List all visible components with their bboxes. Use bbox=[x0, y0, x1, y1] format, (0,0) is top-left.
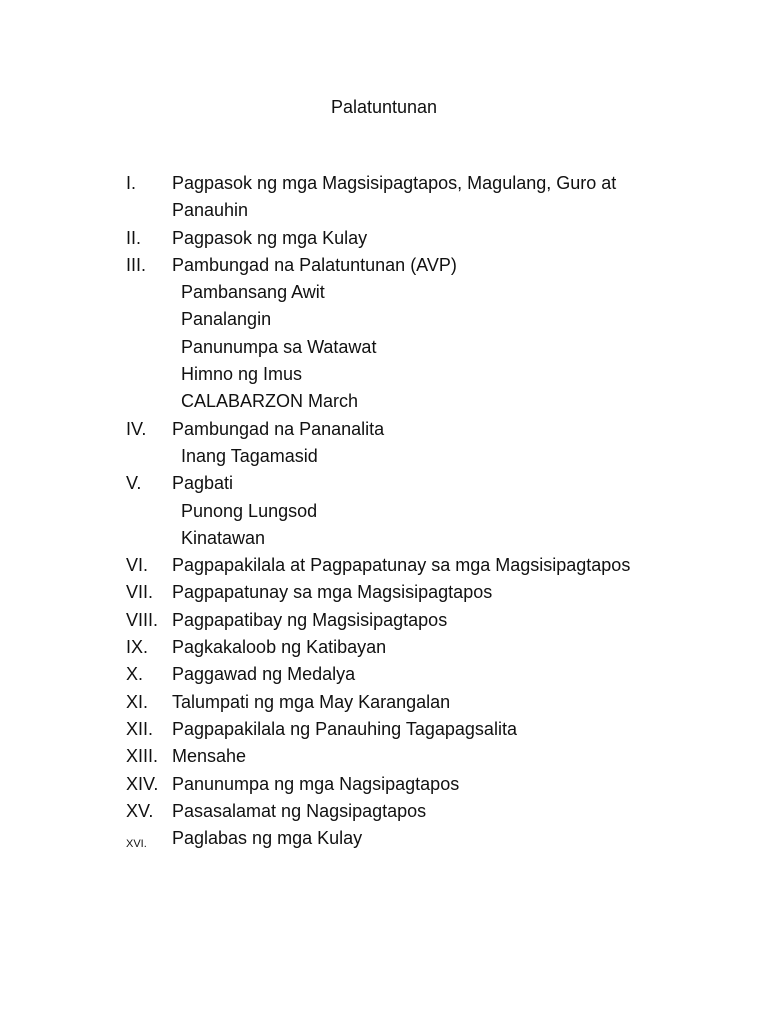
list-item bbox=[0, 417, 768, 444]
item-number: XV. bbox=[126, 800, 154, 821]
list-item bbox=[0, 635, 768, 662]
list-item bbox=[0, 608, 768, 635]
list-item bbox=[0, 226, 768, 253]
list-item bbox=[0, 580, 768, 607]
item-text: Panunumpa ng mga Nagsipagtapos bbox=[172, 773, 460, 794]
item-text: Pagpapakilala ng Panauhing Tagapagsalita bbox=[172, 718, 517, 739]
item-text: Pagbati bbox=[172, 473, 234, 494]
subitem-text: Panalangin bbox=[181, 309, 272, 330]
item-text: Pagkakaloob ng Katibayan bbox=[172, 637, 387, 658]
list-subitem bbox=[0, 335, 768, 362]
list-item bbox=[0, 690, 768, 717]
list-item bbox=[0, 662, 768, 689]
subitem-text: CALABARZON March bbox=[181, 391, 359, 412]
subitem-text: Himno ng Imus bbox=[181, 364, 303, 385]
item-text: Pagpapatibay ng Magsisipagtapos bbox=[172, 609, 448, 630]
item-number: XI. bbox=[126, 691, 149, 712]
list-subitem bbox=[0, 526, 768, 553]
subitem-text: Inang Tagamasid bbox=[181, 445, 318, 466]
list-item bbox=[0, 744, 768, 771]
item-number: I. bbox=[126, 173, 137, 193]
list-item bbox=[0, 253, 768, 280]
item-number: XVI. bbox=[126, 838, 147, 851]
subitem-text: Panunumpa sa Watawat bbox=[181, 336, 377, 357]
list-subitem bbox=[0, 362, 768, 389]
list-subitem bbox=[0, 307, 768, 334]
list-subitem bbox=[0, 499, 768, 526]
item-number: X. bbox=[126, 664, 144, 685]
page-title: Palatuntunan bbox=[330, 97, 438, 117]
item-number: XIII. bbox=[126, 746, 159, 767]
item-text: Pagpapatunay sa mga Magsisipagtapos bbox=[172, 582, 493, 603]
program-list bbox=[0, 171, 768, 853]
item-number: XIV. bbox=[126, 773, 159, 794]
subitem-text: Kinatawan bbox=[181, 527, 266, 548]
list-subitem bbox=[0, 280, 768, 307]
item-text: Pagpasok ng mga Kulay bbox=[172, 227, 368, 248]
item-number: XII. bbox=[126, 718, 154, 739]
item-text: Mensahe bbox=[172, 746, 247, 767]
list-item bbox=[0, 553, 768, 580]
item-number: III. bbox=[126, 254, 147, 275]
item-text: Pagpasok ng mga Magsisipagtapos, Magulang, Guro at bbox=[172, 173, 617, 193]
list-item bbox=[0, 799, 768, 826]
subitem-text: Pambansang Awit bbox=[181, 282, 325, 303]
list-subitem bbox=[0, 389, 768, 416]
list-item bbox=[0, 471, 768, 498]
item-text: Paglabas ng mga Kulay bbox=[172, 828, 363, 849]
item-text: Paggawad ng Medalya bbox=[172, 664, 356, 685]
item-text: Pambungad na Palatuntunan (AVP) bbox=[172, 254, 457, 275]
item-text: Talumpati ng mga May Karangalan bbox=[172, 691, 451, 712]
item-number: VI. bbox=[126, 555, 149, 576]
list-item bbox=[0, 171, 768, 198]
item-text: Panauhin bbox=[172, 200, 249, 221]
item-text: Pasasalamat ng Nagsipagtapos bbox=[172, 800, 427, 821]
item-number: II. bbox=[126, 227, 142, 248]
item-number: VIII. bbox=[126, 609, 159, 630]
list-item bbox=[0, 198, 768, 225]
list-item bbox=[0, 717, 768, 744]
item-number: VII. bbox=[126, 582, 154, 603]
list-item bbox=[0, 772, 768, 799]
item-text: Pambungad na Pananalita bbox=[172, 418, 385, 439]
item-number: V. bbox=[126, 473, 142, 494]
item-text: Pagpapakilala at Pagpapatunay sa mga Magsisipagtapos bbox=[172, 555, 631, 576]
list-subitem bbox=[0, 444, 768, 471]
list-item bbox=[0, 826, 768, 853]
item-number: IX. bbox=[126, 637, 149, 658]
item-number: IV. bbox=[126, 418, 147, 439]
subitem-text: Punong Lungsod bbox=[181, 500, 318, 521]
